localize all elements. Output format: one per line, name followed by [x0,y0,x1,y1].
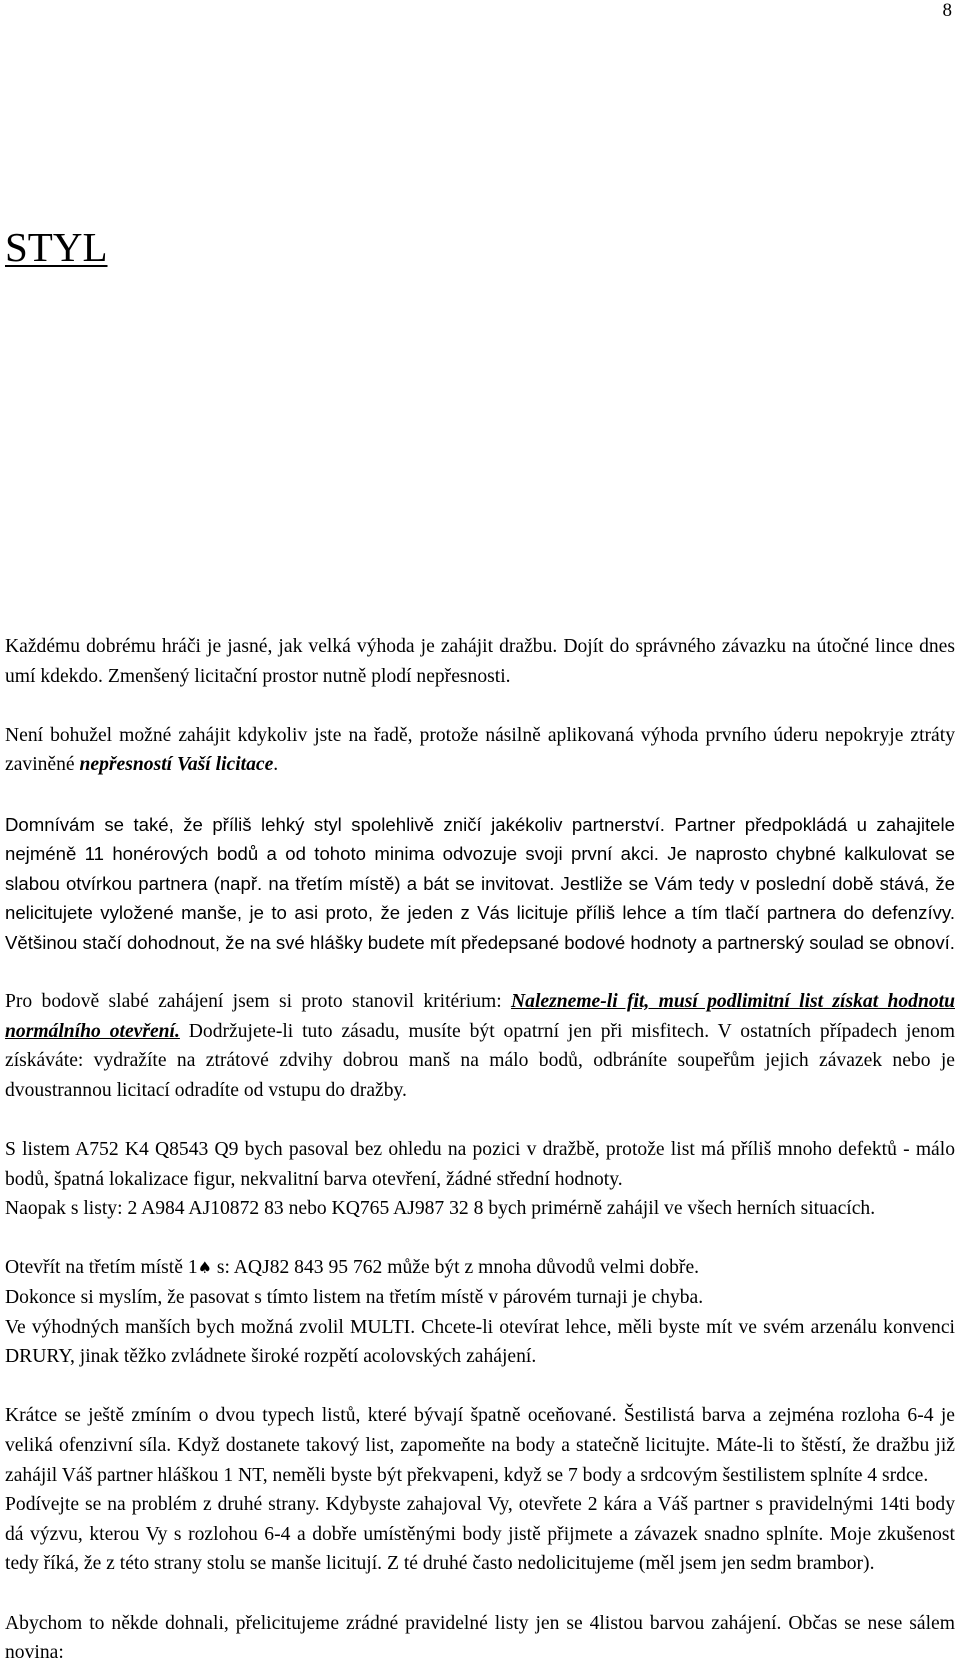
paragraph-first-strike [5,721,955,780]
emphasis-inaccuracy: nepřesností Vaší licitace [79,754,274,776]
paragraph-pass-example: S listem A752 K4 Q8543 Q9 bych pasoval bez ohledu na pozici v dražbě, protože list má příliš mnoho defektů - málo bodů, špatná lokalizace figur, nekvalitní barva otevření, žádné střední hodnoty. [5,1139,955,1190]
paragraph-first-strike-end: . [273,754,279,776]
third-seat-hand: s: AQJ82 843 95 762 může být z mnoha důvodů velmi dobře. [211,1257,700,1279]
document-body [5,632,955,1668]
paragraph-open-example: Naopak s listy: 2 A984 AJ10872 83 nebo KQ765 AJ987 32 8 bych primérně zahájil ve všech herních situacích. [5,1198,876,1220]
third-seat-text: Otevřít na třetím místě 1 [5,1257,198,1279]
paragraph-criterion-rest: Dodržujete-li tuto zásadu, musíte být opatrní jen při misfitech. V ostatních případech jenom získáváte: vydražíte na ztrátové zdvihy dobrou manš na málo bodů, odbráníte soupeřům jejich závazek nebo je dvoustrannou licitací odradíte od vstupu do dražby. [5,1020,955,1101]
paragraph-other-side: Podívejte se na problém z druhé strany. Kdybyste zahajoval Vy, otevřete 2 kára a Váš partner s pravidelnými 14ti body dá výzvu, kterou Vy s rozlohou 6-4 a dobře umístěnými body jistě přijmete a závazek snadno splníte. Moje zkušenost tedy říká, že z této strany stolu se manše licitují. Z té druhé často nedolicitujeme (měl jsem jen sedm brambor). [5,1494,955,1575]
paragraph-intro: Každému dobrému hráči je jasné, jak velká výhoda je zahájit dražbu. Dojít do správného závazku na útočné lince dnes umí kdekdo. Zmenšený licitační prostor nutně plodí nepřesnosti. [5,636,955,687]
criterion-rule: Nalezneme-li fit, musí podlimitní list získat hodnotu normálního otevření. [5,991,955,1042]
chapter-title: STYL [5,224,108,270]
page-number: 8 [942,0,952,21]
paragraph-criterion-text: Pro bodově slabé zahájení jsem si proto stanovil kritérium: [5,991,512,1013]
paragraph-four-card: Abychom to někde dohnali, přelicitujeme zrádné pravidelné listy jen se 4listou barvou zahájení. Občas se nese sálem novina: [5,1612,955,1664]
paragraph-six-four: Krátce se ještě zmíním o dvou typech listů, které bývají špatně oceňované. Šestilistá barva a zejména rozloha 6-4 je veliká ofenzivní síla. Když dostanete takový list, zapomeňte na body a statečně licitujte. Máte-li to štěstí, že dražbu již zahájil Váš partner hláškou 1 NT, neměli byste být překvapeni, když se 7 body a srdcovým šestilistem splníte 4 srdce. [5,1405,955,1486]
paragraph-multi-drury: Ve výhodných manších bych možná zvolil MULTI. Chcete-li otevírat lehce, měli byste mít ve svém arzenálu konvenci DRURY, jinak těžko zvládnete široké rozpětí acolovských zahájení. [5,1316,955,1368]
paragraph-pairs-pass: Dokonce si myslím, že pasovat s tímto listem na třetím místě v párovém turnaji je chyba. [5,1287,704,1309]
paragraph-first-strike-text: Není bohužel možné zahájit kdykoliv jste na řadě, protože násilně aplikovaná výhoda prvního úderu nepokryje ztráty zaviněné [5,724,955,776]
paragraph-partnership: Domnívám se také, že příliš lehký styl spolehlivě zničí jakékoliv partnerství. Partner předpokládá u zahajitele nejméně 11 honérových bodů a od tohoto minima odvozuje svoji první akci. Je naprosto chybné kalkulovat se slabou otvírkou partnera (např. na třetím místě) a bát se invitovat. Jestliže se Vám tedy v poslední době stává, že nelicitujete vyložené manše, je to asi proto, že jeden z Vás licituje příliš lehce a tím tlačí partnera do defenzívy. Většinou stačí dohodnout, že na své hlášky budete mít předepsané bodové hodnoty a partnerský soulad se obnoví. [5,813,955,953]
spade-icon: ♠ [197,1258,212,1278]
paragraph-criterion [5,987,955,1105]
paragraph-third-seat [5,1253,955,1283]
